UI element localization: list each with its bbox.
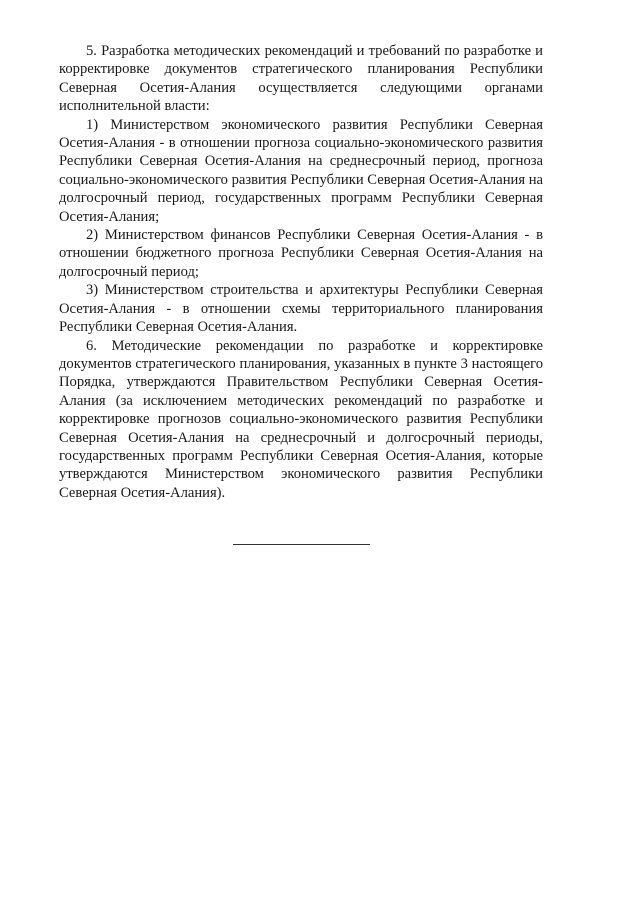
end-separator-line — [233, 544, 370, 545]
document-body — [59, 42, 543, 502]
paragraph-subitem-2: 2) Министерством финансов Республики Северная Осетия-Алания - в отношении бюджетного прогноза Республики Северная Осетия-Алания на долгосрочный период; — [59, 227, 543, 280]
paragraph-subitem-3: 3) Министерством строительства и архитектуры Республики Северная Осетия-Алания - в отношении схемы территориального планирования Республики Северная Осетия-Алания. — [59, 282, 543, 336]
paragraph-item-6: 6. Методические рекомендации по разработке и корректировке документов стратегического планирования, указанных в пункте 3 настоящего Порядка, утверждаются Правительством Республики Северная Осетия-Алания (за исключением методических рекомендаций по разработке и корректировке прогнозов социально-экономического развития Республики Северная Осетия-Алания на среднесрочный и долгосрочный периоды, государственных программ Республики Северная Осетия-Алания, которые утверждаются Министерством экономического развития Республики Северная Осетия-Алания). — [59, 337, 543, 501]
paragraph-item-5: 5. Разработка методических рекомендаций и требований по разработке и корректировке документов стратегического планирования Республики Северная Осетия-Алания осуществляется следующими органами исполнительной власти: — [59, 43, 543, 115]
paragraph-subitem-1: 1) Министерством экономического развития Республики Северная Осетия-Алания - в отношении прогноза социально-экономического развития Республики Северная Осетия-Алания на среднесрочный период, прогноза социально-экономического развития Республики Северная Осетия-Алания на долгосрочный период, государственных программ Республики Северная Осетия-Алания; — [59, 116, 543, 225]
